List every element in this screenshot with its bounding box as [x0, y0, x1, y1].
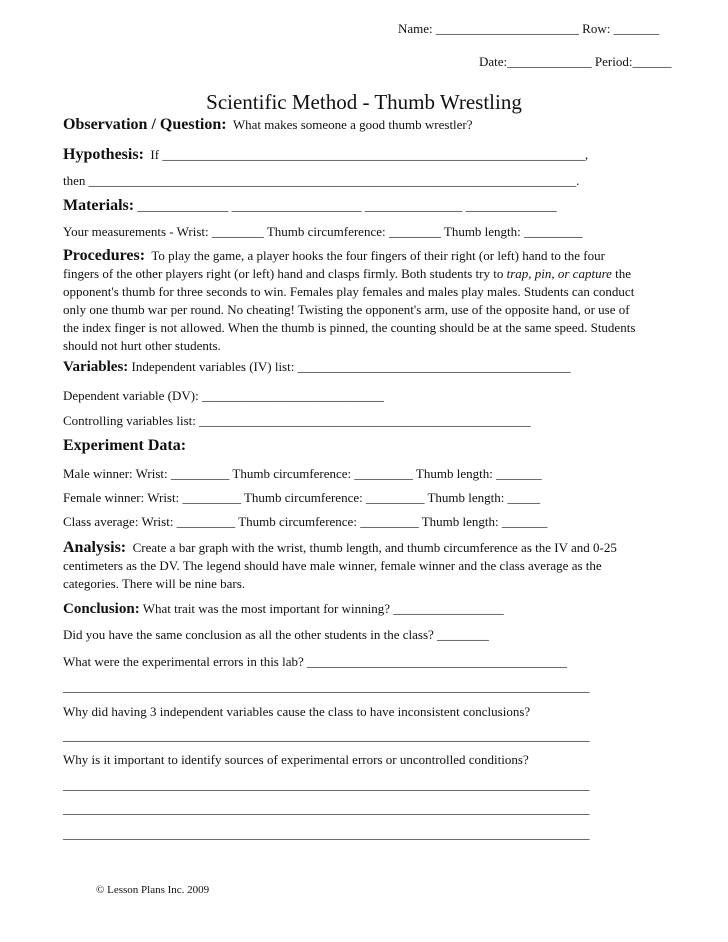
- materials-blanks[interactable]: ______________ ____________________ _______________ ______________: [137, 198, 557, 213]
- procedures-label: Procedures:: [63, 247, 146, 264]
- answer-blank-a[interactable]: _________________________________________________________________________________: [63, 679, 590, 694]
- observation-question: What makes someone a good thumb wrestler?: [232, 117, 473, 132]
- conclusion-question-1[interactable]: What trait was the most important for winning? _________________: [142, 601, 504, 616]
- conclusion-question-4: Why did having 3 independent variables cause the class to have inconsistent conclusions?: [63, 704, 531, 719]
- independent-variables-blank[interactable]: Independent variables (IV) list: __________________________________________: [131, 359, 571, 374]
- page-title: Scientific Method - Thumb Wrestling: [206, 90, 522, 114]
- copyright-footer: © Lesson Plans Inc. 2009: [96, 884, 210, 896]
- controlling-variables-line[interactable]: Controlling variables list: ___________________________________________________: [63, 413, 531, 428]
- analysis-section: [63, 539, 638, 593]
- procedures-text-a: To play the game, a player hooks the four fingers of their right (or left) hand to the four fingers of the other players right (or left) hand and clasps firmly. Both students try to: [63, 248, 605, 281]
- conclusion-question-3[interactable]: What were the experimental errors in this lab? ________________________________________: [63, 654, 568, 669]
- independent-variables-line[interactable]: [63, 359, 571, 375]
- hypothesis-label: Hypothesis:: [63, 146, 144, 163]
- answer-blank-c[interactable]: _________________________________________________________________________________: [63, 777, 590, 792]
- analysis-label: Analysis:: [63, 539, 127, 556]
- experiment-data-label: Experiment Data:: [63, 437, 187, 454]
- dependent-variable-line[interactable]: Dependent variable (DV): ____________________________: [63, 388, 384, 403]
- observation-section: [63, 117, 473, 133]
- date-period-field[interactable]: Date:_____________ Period:______: [479, 54, 672, 69]
- conclusion-question-2[interactable]: Did you have the same conclusion as all the other students in the class? ________: [63, 627, 490, 642]
- experiment-data-heading: [63, 438, 186, 454]
- conclusion-label: Conclusion:: [63, 601, 140, 617]
- male-winner-line[interactable]: Male winner: Wrist: _________ Thumb circumference: _________ Thumb length: _______: [63, 466, 542, 481]
- hypothesis-then-blank[interactable]: then ___________________________________________________________________________.: [63, 173, 580, 188]
- variables-label: Variables:: [63, 359, 129, 375]
- female-winner-line[interactable]: Female winner: Wrist: _________ Thumb circumference: _________ Thumb length: _____: [63, 490, 541, 505]
- answer-blank-e[interactable]: _________________________________________________________________________________: [63, 826, 590, 841]
- procedures-section: [63, 247, 638, 355]
- hypothesis-line-1[interactable]: [63, 147, 588, 163]
- name-row-field[interactable]: Name: ______________________ Row: _______: [398, 21, 660, 36]
- hypothesis-if-blank[interactable]: If _________________________________________________________________,: [150, 147, 589, 162]
- answer-blank-b[interactable]: _________________________________________________________________________________: [63, 728, 590, 743]
- materials-section[interactable]: [63, 198, 557, 214]
- procedures-text-b: the opponent's thumb for three seconds to win. Females play females and males play males. Students can conduct only one thumb war per round. No cheating! Twisting the opponent's arm, use of the opposite hand, or use of the index finger is not allowed. When the thumb is pinned, the counting should be at the same speed. Students should not hurt other students.: [63, 266, 636, 353]
- procedures-italic: trap, pin, or capture: [506, 266, 612, 281]
- conclusion-question-5: Why is it important to identify sources of experimental errors or uncontrolled conditions?: [63, 752, 529, 767]
- answer-blank-d[interactable]: _________________________________________________________________________________: [63, 801, 590, 816]
- observation-label: Observation / Question:: [63, 116, 227, 133]
- measurements-line[interactable]: Your measurements - Wrist: ________ Thumb circumference: ________ Thumb length: _________: [63, 224, 583, 239]
- analysis-text: Create a bar graph with the wrist, thumb length, and thumb circumference as the IV and 0-25 centimeters as the DV. The legend should have male winner, female winner and the class average as the categories. There will be nine bars.: [63, 540, 617, 591]
- conclusion-line[interactable]: [63, 601, 504, 617]
- materials-label: Materials:: [63, 197, 135, 214]
- class-average-line[interactable]: Class average: Wrist: _________ Thumb circumference: _________ Thumb length: _______: [63, 514, 548, 529]
